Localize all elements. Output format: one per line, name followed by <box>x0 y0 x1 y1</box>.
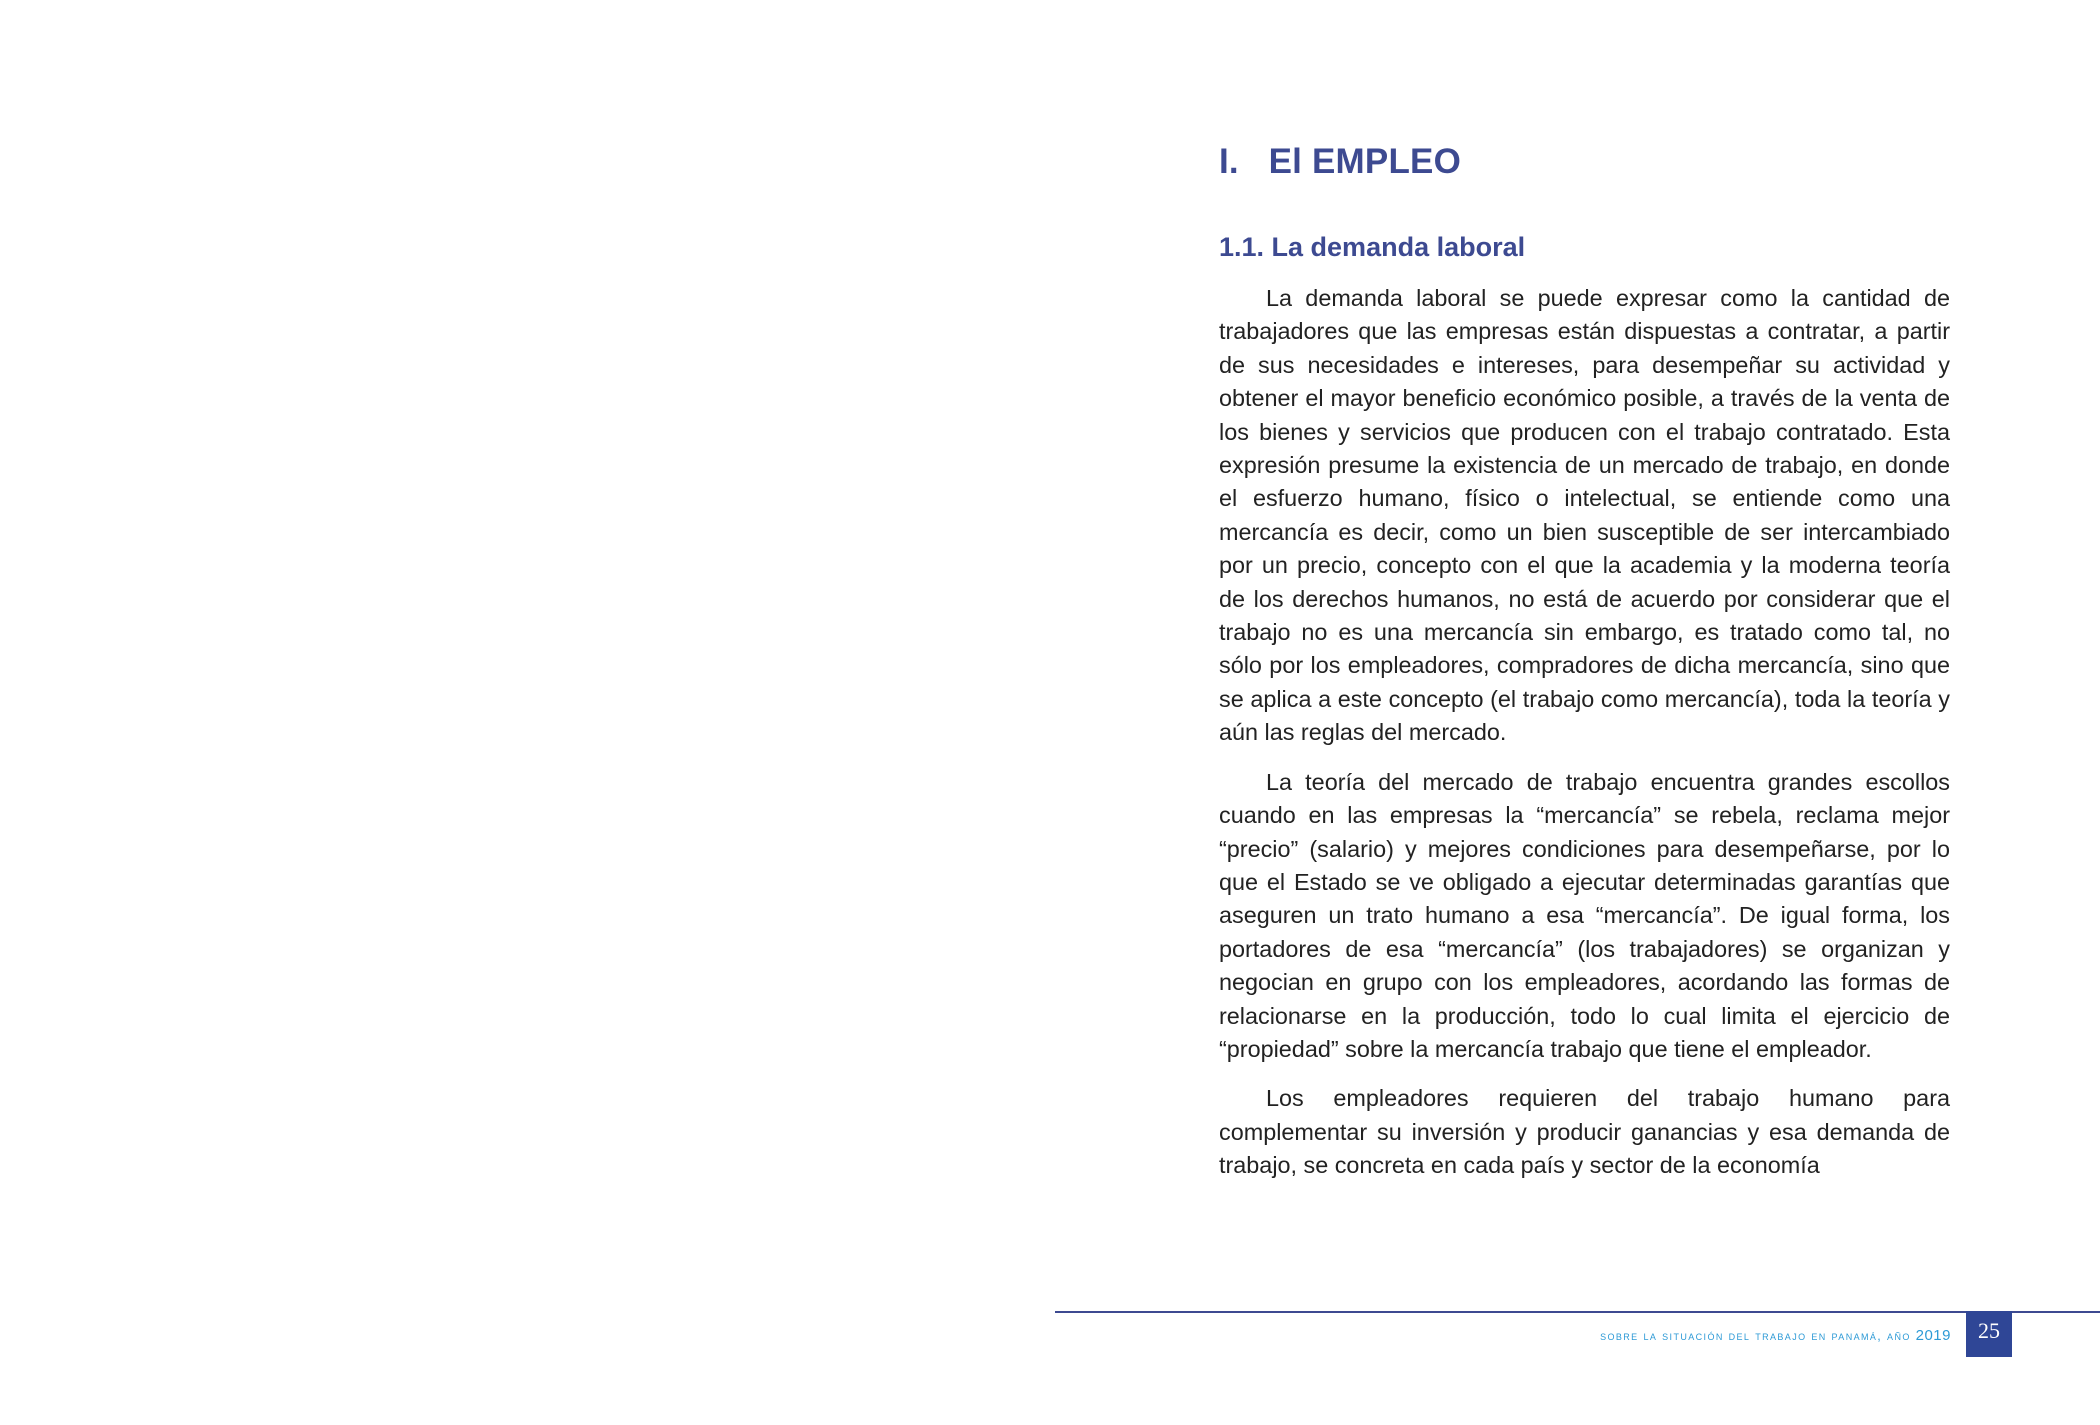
paragraph: La teoría del mercado de trabajo encuentra grandes escollos cuando en las empresas la “mercancía” se rebela, reclama mejor “precio” (salario) y mejores condiciones para desempeñarse, por lo que el Estado se ve obligado a ejecutar determinadas garantías que aseguren un trato humano a esa “mercancía”. De igual forma, los portadores de esa “mercancía” (los trabajadores) se organizan y negocian en grupo con los empleadores, acordando las formas de relacionarse en la producción, todo lo cual limita el ejercicio de “propiedad” sobre la mercancía trabajo que tiene el empleador. <box>1219 768 1950 1062</box>
paragraph: Los empleadores requieren del trabajo humano para complementar su inversión y producir ganancias y esa demanda de trabajo, se concreta en cada país y sector de la economía <box>1219 1085 1950 1179</box>
body-text <box>1219 282 1950 1199</box>
running-footer <box>1600 1327 1951 1344</box>
running-title: sobre la situación del trabajo en panamá, año <box>1600 1329 1911 1343</box>
paragraph: La demanda laboral se puede expresar como la cantidad de trabajadores que las empresas están dispuestas a contratar, a partir de sus necesidades e intereses, para desempeñar su actividad y obtener el mayor beneficio económico posible, a través de la venta de los bienes y servicios que producen con el trabajo contratado. Esta expresión presume la existencia de un mercado de trabajo, en donde el esfuerzo humano, físico o intelectual, se entiende como una mercancía es decir, como un bien susceptible de ser intercambiado por un precio, concepto con el que la academia y la moderna teoría de los derechos humanos, no está de acuerdo por considerar que el trabajo no es una mercancía sin embargo, es tratado como tal, no sólo por los empleadores, compradores de dicha mercancía, sino que se aplica a este concepto (el trabajo como mercancía), toda la teoría y aún las reglas del mercado. <box>1219 285 1950 746</box>
section-title: 1.1. La demanda laboral <box>1219 232 1526 262</box>
footer-year: 2019 <box>1915 1327 1951 1344</box>
page-number: 25 <box>1966 1311 2012 1357</box>
footer-divider <box>1055 1311 2100 1313</box>
chapter-title: I. El EMPLEO <box>1219 142 1462 181</box>
